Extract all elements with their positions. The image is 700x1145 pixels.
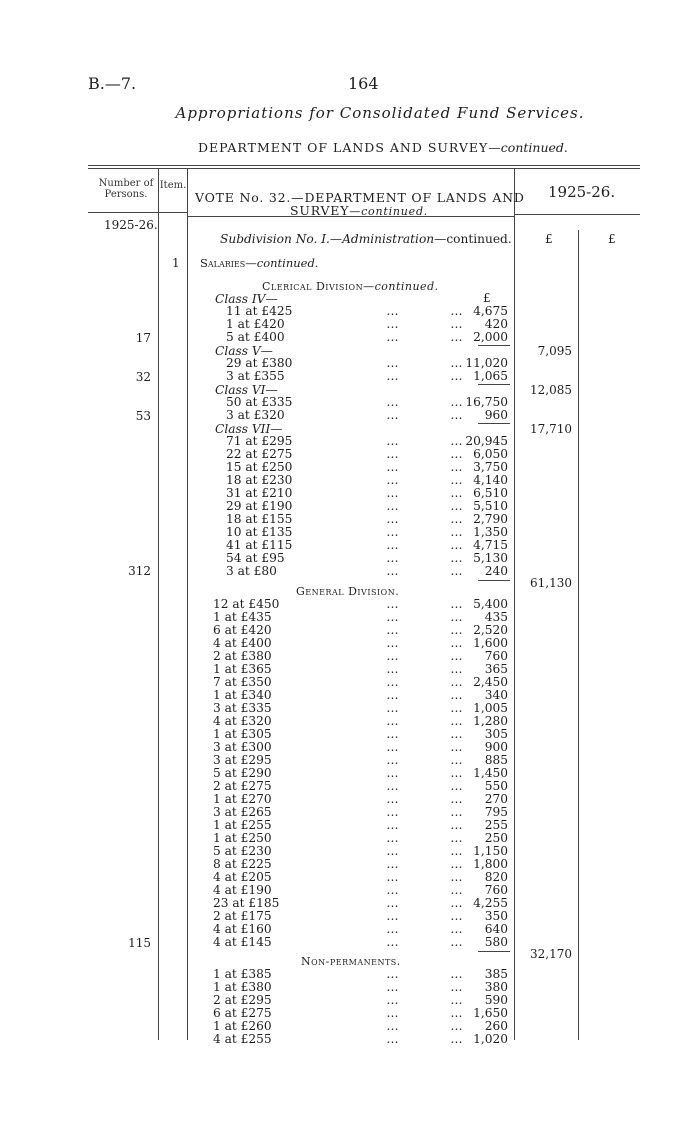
row-amount: 900 [484,740,508,754]
row-label: 1 at £365 [213,662,272,676]
row-leader: … [450,980,464,994]
row-amount: 11,020 [465,356,508,370]
row-leader: … [386,330,400,344]
col-line-total [578,230,579,1040]
clerical-pound-sign: £ [483,291,491,305]
row-label: 1 at £380 [213,980,272,994]
row-leader: … [450,857,464,871]
row-leader: … [386,395,400,409]
class-total: 7,095 [537,344,572,358]
document-reference: B.—7. [88,74,137,93]
row-amount: 380 [484,980,508,994]
row-label: 23 at £185 [213,896,280,910]
row-amount: 1,450 [473,766,508,780]
row-leader: … [450,701,464,715]
row-leader: … [450,317,464,331]
page-number: 164 [348,74,379,93]
row-leader: … [386,304,400,318]
row-amount: 4,675 [473,304,508,318]
nonpermanents-heading: Non-permanents. [301,955,401,968]
row-leader: … [450,538,464,552]
row-leader: … [450,447,464,461]
persons-count: 17 [135,331,151,345]
row-label: 5 at £290 [213,766,272,780]
department-heading [198,140,568,155]
row-leader: … [450,883,464,897]
row-label: 3 at £295 [213,753,272,767]
row-label: 71 at £295 [226,434,293,448]
row-leader: … [450,564,464,578]
row-label: 29 at £380 [226,356,293,370]
row-leader: … [386,460,400,474]
row-leader: … [450,1032,464,1046]
row-leader: … [386,623,400,637]
row-label: 3 at £335 [213,701,272,715]
row-leader: … [386,896,400,910]
row-label: 1 at £255 [213,818,272,832]
row-label: 2 at £175 [213,909,272,923]
row-amount: 260 [484,1019,508,1033]
row-leader: … [386,564,400,578]
row-label: 1 at £340 [213,688,272,702]
row-leader: … [386,909,400,923]
row-label: 3 at £320 [226,408,285,422]
row-label: 8 at £225 [213,857,272,871]
row-leader: … [386,967,400,981]
row-leader: … [386,1019,400,1033]
row-leader: … [450,369,464,383]
table-row [213,1033,508,1046]
row-leader: … [450,434,464,448]
row-leader: … [386,831,400,845]
row-amount: 590 [484,993,508,1007]
row-leader: … [386,935,400,949]
row-leader: … [386,610,400,624]
row-amount: 16,750 [465,395,508,409]
row-label: 1 at £270 [213,792,272,806]
item-continued: —continued. [245,256,319,270]
row-leader: … [450,460,464,474]
row-leader: … [386,740,400,754]
header-bottom-rule-left [88,212,188,213]
row-leader: … [386,779,400,793]
row-leader: … [450,330,464,344]
row-label: 1 at £250 [213,831,272,845]
table-row [226,565,508,578]
row-leader: … [450,909,464,923]
row-label: 5 at £230 [213,844,272,858]
row-label: 7 at £350 [213,675,272,689]
subdivision-label: Subdivision No. I.—Administration [220,232,435,246]
row-amount: 2,520 [473,623,508,637]
row-label: 2 at £275 [213,779,272,793]
row-amount: 1,150 [473,844,508,858]
department-name: DEPARTMENT OF LANDS AND SURVEY [198,140,489,155]
row-label: 1 at £260 [213,1019,272,1033]
row-leader: … [450,896,464,910]
row-leader: … [386,486,400,500]
general-total: 32,170 [530,947,572,961]
row-amount: 885 [484,753,508,767]
row-leader: … [450,967,464,981]
row-leader: … [386,857,400,871]
row-amount: 6,510 [473,486,508,500]
row-amount: 350 [484,909,508,923]
class-total: 17,710 [530,422,572,436]
row-leader: … [386,688,400,702]
row-leader: … [450,740,464,754]
class-name: Class V— [215,344,273,358]
row-leader: … [386,727,400,741]
row-label: 3 at £355 [226,369,285,383]
row-leader: … [450,688,464,702]
header-bottom-rule-right [514,214,640,215]
row-amount: 4,715 [473,538,508,552]
row-leader: … [450,1019,464,1033]
row-amount: 270 [484,792,508,806]
row-leader: … [386,447,400,461]
row-label: 1 at £435 [213,610,272,624]
row-label: 2 at £295 [213,993,272,1007]
row-amount: 365 [484,662,508,676]
table-row [226,370,508,383]
table-row [226,331,508,344]
row-amount: 5,130 [473,551,508,565]
clerical-division-heading [262,280,439,293]
row-leader: … [386,649,400,663]
row-leader: … [386,792,400,806]
row-label: 2 at £380 [213,649,272,663]
row-label: 4 at £320 [213,714,272,728]
row-leader: … [450,623,464,637]
class-total: 61,130 [530,576,572,590]
row-leader: … [450,395,464,409]
row-leader: … [450,486,464,500]
row-leader: … [386,1032,400,1046]
row-amount: 255 [484,818,508,832]
row-leader: … [386,473,400,487]
row-amount: 960 [484,408,508,422]
col-line-persons [158,168,159,1040]
row-label: 11 at £425 [226,304,293,318]
pound-sign-total: £ [608,232,616,246]
row-label: 29 at £190 [226,499,293,513]
persons-count: 312 [128,564,151,578]
header-item: Item. [159,180,187,191]
row-leader: … [450,922,464,936]
row-leader: … [450,525,464,539]
row-leader: … [450,727,464,741]
row-label: 31 at £210 [226,486,293,500]
row-label: 50 at £335 [226,395,293,409]
row-label: 4 at £255 [213,1032,272,1046]
row-leader: … [386,993,400,1007]
row-leader: … [450,753,464,767]
persons-count: 53 [135,409,151,423]
general-division-heading: General Division. [296,585,400,598]
row-leader: … [386,551,400,565]
col-line-item [187,168,188,1040]
row-leader: … [386,499,400,513]
row-amount: 640 [484,922,508,936]
row-leader: … [386,805,400,819]
table-row [213,936,508,949]
row-leader: … [450,792,464,806]
vote-heading-line1: VOTE No. 32.—DEPARTMENT OF LANDS AND [195,190,525,205]
vote-heading-continued: —continued. [349,205,429,218]
row-amount: 2,450 [473,675,508,689]
col-line-amount [514,168,515,1040]
clerical-label: Clerical Division [262,280,364,293]
row-amount: 1,350 [473,525,508,539]
row-label: 4 at £145 [213,935,272,949]
row-leader: … [450,356,464,370]
row-label: 3 at £265 [213,805,272,819]
row-leader: … [386,434,400,448]
header-number-persons: Number of Persons. [98,178,154,200]
row-label: 12 at £450 [213,597,280,611]
row-label: 4 at £400 [213,636,272,650]
row-leader: … [450,610,464,624]
row-amount: 580 [484,935,508,949]
row-amount: 435 [484,610,508,624]
row-leader: … [450,844,464,858]
row-leader: … [450,935,464,949]
row-label: 22 at £275 [226,447,293,461]
row-leader: … [386,512,400,526]
row-leader: … [386,408,400,422]
row-label: 1 at £420 [226,317,285,331]
row-leader: … [450,779,464,793]
row-leader: … [450,649,464,663]
row-amount: 1,650 [473,1006,508,1020]
row-leader: … [386,317,400,331]
row-leader: … [386,714,400,728]
row-amount: 1,600 [473,636,508,650]
table-top-rule-2 [88,168,640,169]
row-label: 1 at £385 [213,967,272,981]
subdivision-continued: —continued. [434,232,512,246]
row-leader: … [450,636,464,650]
row-label: 54 at £95 [226,551,285,565]
table-top-rule [88,165,640,166]
row-leader: … [450,304,464,318]
row-leader: … [386,766,400,780]
row-leader: … [386,844,400,858]
row-leader: … [450,1006,464,1020]
row-amount: 20,945 [465,434,508,448]
row-label: 18 at £230 [226,473,293,487]
row-amount: 4,140 [473,473,508,487]
row-leader: … [450,993,464,1007]
row-leader: … [386,818,400,832]
row-leader: … [450,831,464,845]
row-leader: … [386,1006,400,1020]
row-amount: 2,790 [473,512,508,526]
row-leader: … [386,675,400,689]
row-amount: 420 [484,317,508,331]
row-amount: 250 [484,831,508,845]
row-amount: 820 [484,870,508,884]
row-leader: … [450,766,464,780]
subdivision-heading [220,232,512,246]
class-name: Class IV— [215,292,278,306]
row-label: 3 at £80 [226,564,277,578]
row-leader: … [386,980,400,994]
row-leader: … [450,499,464,513]
row-leader: … [450,662,464,676]
row-amount: 5,510 [473,499,508,513]
row-leader: … [450,805,464,819]
row-amount: 760 [484,883,508,897]
row-label: 6 at £275 [213,1006,272,1020]
row-leader: … [386,870,400,884]
table-row [226,409,508,422]
class-name: Class VII— [215,422,283,436]
item-label: Salaries [200,256,246,270]
row-label: 15 at £250 [226,460,293,474]
row-leader: … [450,408,464,422]
row-amount: 340 [484,688,508,702]
row-label: 18 at £155 [226,512,293,526]
row-amount: 795 [484,805,508,819]
row-label: 3 at £300 [213,740,272,754]
row-leader: … [450,870,464,884]
row-amount: 240 [484,564,508,578]
row-leader: … [450,473,464,487]
vote-heading-survey: SURVEY [290,203,350,218]
row-leader: … [386,662,400,676]
row-amount: 5,400 [473,597,508,611]
row-amount: 385 [484,967,508,981]
department-continued: —continued. [488,140,568,155]
row-amount: 2,000 [473,330,508,344]
class-total: 12,085 [530,383,572,397]
row-label: 1 at £305 [213,727,272,741]
row-leader: … [386,701,400,715]
item-number: 1 [172,256,180,270]
class-name: Class VI— [215,383,278,397]
row-leader: … [450,597,464,611]
row-label: 4 at £205 [213,870,272,884]
row-label: 4 at £190 [213,883,272,897]
row-leader: … [450,714,464,728]
page-title: Appropriations for Consolidated Fund Services. [175,104,585,122]
header-year: 1925-26. [548,183,616,201]
pound-sign-amount: £ [545,232,553,246]
row-amount: 1,065 [473,369,508,383]
row-amount: 1,005 [473,701,508,715]
row-leader: … [386,883,400,897]
row-amount: 3,750 [473,460,508,474]
row-amount: 760 [484,649,508,663]
row-leader: … [386,753,400,767]
row-leader: … [386,636,400,650]
row-amount: 550 [484,779,508,793]
item-heading [200,256,318,270]
row-leader: … [386,369,400,383]
row-leader: … [386,538,400,552]
persons-year: 1925-26. [104,218,158,232]
row-amount: 1,020 [473,1032,508,1046]
persons-count: 32 [135,370,151,384]
row-leader: … [450,551,464,565]
row-amount: 1,800 [473,857,508,871]
row-amount: 305 [484,727,508,741]
row-leader: … [450,818,464,832]
row-label: 5 at £400 [226,330,285,344]
vote-heading-line2 [290,203,428,218]
clerical-continued: —continued. [363,280,439,293]
row-amount: 1,280 [473,714,508,728]
row-label: 6 at £420 [213,623,272,637]
row-amount: 4,255 [473,896,508,910]
row-leader: … [386,922,400,936]
persons-count: 115 [128,936,151,950]
row-leader: … [450,512,464,526]
row-label: 4 at £160 [213,922,272,936]
row-label: 10 at £135 [226,525,293,539]
row-leader: … [386,597,400,611]
row-leader: … [386,356,400,370]
row-amount: 6,050 [473,447,508,461]
row-leader: … [450,675,464,689]
row-label: 41 at £115 [226,538,293,552]
row-leader: … [386,525,400,539]
